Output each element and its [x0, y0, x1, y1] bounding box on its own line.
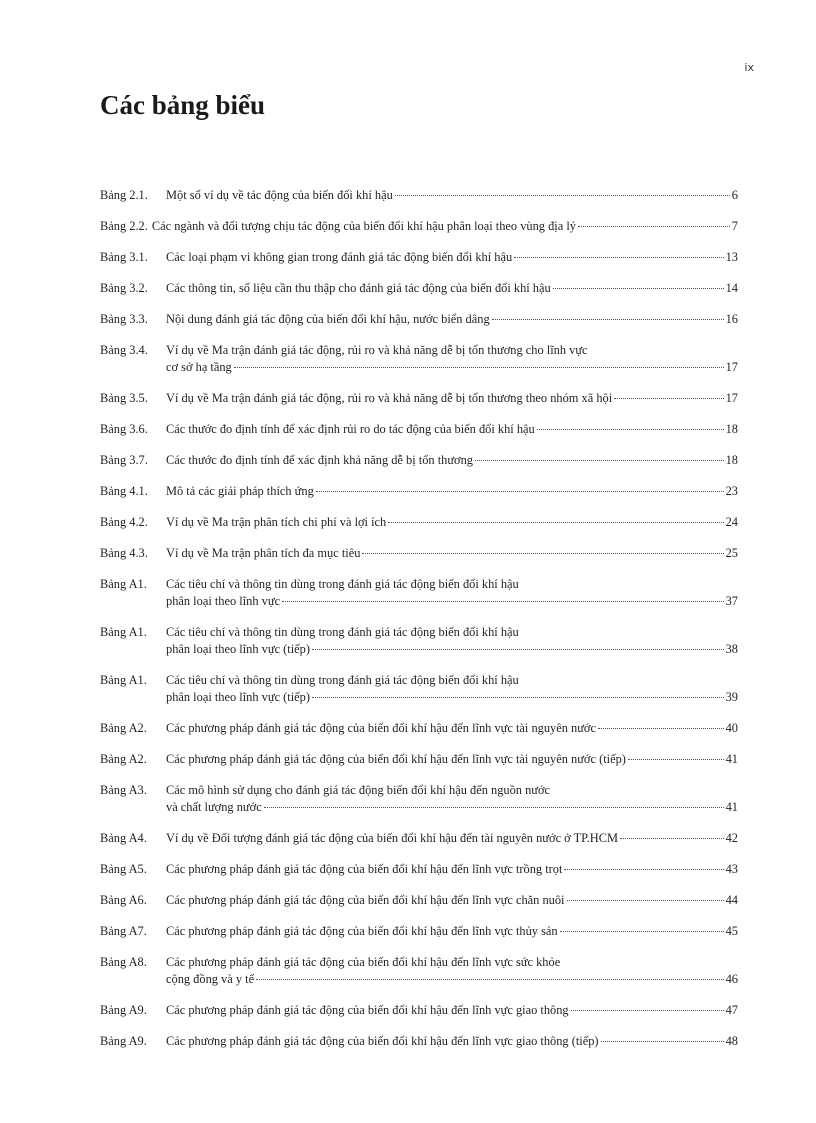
dot-leader	[475, 460, 724, 461]
toc-entry-title-line: Ví dụ về Ma trận đánh giá tác động, rủi ro và khả năng dễ bị tổn thương cho lĩnh vực	[166, 343, 588, 357]
toc-entry-body	[166, 514, 738, 531]
toc-entry-page-number: 41	[725, 800, 738, 814]
toc-entry-page-number: 25	[725, 546, 738, 560]
toc-entry[interactable]	[100, 1033, 738, 1050]
dot-leader	[492, 319, 724, 320]
toc-entry-page-number: 41	[725, 752, 738, 766]
toc-entry-page-number: 40	[725, 721, 738, 735]
toc-entry-title: Ví dụ về Ma trận đánh giá tác động, rủi ro và khả năng dễ bị tổn thương theo nhóm xã hội	[166, 391, 613, 405]
toc-entry[interactable]	[100, 782, 738, 816]
toc-entry-title: Các phương pháp đánh giá tác động của biến đổi khí hậu đến lĩnh vực giao thông	[166, 1003, 569, 1017]
toc-entry-label: Bảng 3.2.	[100, 281, 148, 295]
toc-entry-page-number: 45	[725, 924, 738, 938]
toc-entry-page-number: 39	[725, 690, 738, 704]
toc-entry-title: phân loại theo lĩnh vực (tiếp)	[166, 690, 311, 704]
toc-entry-title: Ví dụ về Ma trận phân tích chi phí và lợi ích	[166, 515, 387, 529]
toc-entry-label: Bảng A3.	[100, 783, 147, 797]
toc-entry-label: Bảng A2.	[100, 752, 147, 766]
dot-leader	[564, 869, 723, 870]
toc-entry-line	[166, 187, 738, 204]
toc-entry-line	[152, 218, 738, 235]
toc-entry-label: Bảng A4.	[100, 831, 147, 845]
toc-entry-title: Các phương pháp đánh giá tác động của biến đổi khí hậu đến lĩnh vực tài nguyên nước (tiếp)	[166, 752, 626, 766]
toc-entry-title: Các thông tin, số liệu cần thu thập cho đánh giá tác động của biến đổi khí hậu	[166, 281, 551, 295]
toc-entry[interactable]	[100, 954, 738, 988]
dot-leader	[234, 367, 724, 368]
toc-entry-body	[166, 782, 738, 816]
toc-entry-body	[166, 187, 738, 204]
toc-entry-title: phân loại theo lĩnh vực	[166, 594, 281, 608]
dot-leader	[601, 1041, 724, 1042]
toc-entry-label: Bảng 4.1.	[100, 484, 148, 498]
toc-entry[interactable]	[100, 187, 738, 204]
toc-entry-title: Một số ví dụ về tác động của biến đổi khí hậu	[166, 188, 393, 202]
toc-entry-label: Bảng 3.7.	[100, 453, 148, 467]
dot-leader	[614, 398, 723, 399]
toc-entry-label: Bảng 4.2.	[100, 515, 148, 529]
toc-entry[interactable]	[100, 545, 738, 562]
toc-entry-label: Bảng A5.	[100, 862, 147, 876]
toc-entry-page-number: 38	[725, 642, 738, 656]
toc-entry-title: Các phương pháp đánh giá tác động của biến đổi khí hậu đến lĩnh vực chăn nuôi	[166, 893, 565, 907]
toc-entry[interactable]	[100, 311, 738, 328]
toc-entry-label: Bảng A7.	[100, 924, 147, 938]
toc-entry-body	[166, 452, 738, 469]
toc-entry-title: Các thước đo định tính để xác định khả năng dễ bị tổn thương	[166, 453, 473, 467]
toc-entry-label: Bảng A9.	[100, 1034, 147, 1048]
dot-leader	[316, 491, 724, 492]
toc-entry-label: Bảng 3.3.	[100, 312, 148, 326]
toc-entry-page-number: 14	[725, 281, 738, 295]
toc-entry-title-line: Các tiêu chí và thông tin dùng trong đánh giá tác động biến đổi khí hậu	[166, 673, 519, 687]
toc-entry-label: Bảng A6.	[100, 893, 147, 907]
toc-entry-line	[166, 641, 738, 658]
toc-entry-page-number: 17	[725, 391, 738, 405]
dot-leader	[264, 807, 724, 808]
toc-entry-line	[166, 593, 738, 610]
toc-entry-title: Ví dụ về Đối tượng đánh giá tác động của biến đổi khí hậu đến tài nguyên nước ở TP.HCM	[166, 831, 619, 845]
toc-entry-line	[166, 892, 738, 909]
dot-leader	[620, 838, 724, 839]
toc-entry-label: Bảng A8.	[100, 955, 147, 969]
toc-entry-title: Các thước đo định tính để xác định rủi ro do tác động của biến đổi khí hậu	[166, 422, 535, 436]
toc-entry-body	[166, 954, 738, 988]
toc-entry-body	[166, 624, 738, 658]
toc-entry-body	[152, 218, 738, 235]
dot-leader	[560, 931, 724, 932]
toc-entry-line	[166, 545, 738, 562]
toc-entry-line	[166, 390, 738, 407]
toc-entry-title: Các ngành và đối tượng chịu tác động của biến đổi khí hậu phân loại theo vùng địa lý	[151, 219, 576, 233]
toc-entry-line	[166, 1033, 738, 1050]
toc-entry-title-line: Các tiêu chí và thông tin dùng trong đánh giá tác động biến đổi khí hậu	[166, 625, 519, 639]
dot-leader	[567, 900, 724, 901]
toc-entry-page-number: 42	[725, 831, 738, 845]
toc-entry-page-number: 7	[731, 219, 738, 233]
dot-leader	[362, 553, 723, 554]
toc-entry[interactable]	[100, 421, 738, 438]
toc-entry-body	[166, 861, 738, 878]
toc-entry-line	[166, 799, 738, 816]
toc-entry-body	[166, 672, 738, 706]
toc-entry-line	[166, 421, 738, 438]
toc-entry-body	[166, 576, 738, 610]
toc-entry[interactable]	[100, 672, 738, 706]
toc-entry[interactable]	[100, 576, 738, 610]
toc-entry-page-number: 43	[725, 862, 738, 876]
toc-entry[interactable]	[100, 249, 738, 266]
toc-entry-title: Các phương pháp đánh giá tác động của biến đổi khí hậu đến lĩnh vực trồng trọt	[166, 862, 563, 876]
toc-entry-line	[166, 751, 738, 768]
dot-leader	[388, 522, 723, 523]
toc-entry-line	[166, 971, 738, 988]
toc-entry-body	[166, 720, 738, 737]
toc-entry-page-number: 47	[725, 1003, 738, 1017]
toc-entry[interactable]	[100, 720, 738, 737]
toc-entry-label: Bảng A1.	[100, 625, 147, 639]
toc-entry-line	[166, 280, 738, 297]
toc-entry-body	[166, 545, 738, 562]
toc-entry-line	[166, 1002, 738, 1019]
toc-entry-body	[166, 421, 738, 438]
toc-entry-body	[166, 923, 738, 940]
toc-entry-page-number: 23	[725, 484, 738, 498]
toc-entry-label: Bảng A2.	[100, 721, 147, 735]
toc-entry-page-number: 6	[731, 188, 738, 202]
toc-entry-body	[166, 1033, 738, 1050]
dot-leader	[537, 429, 724, 430]
toc-entry-page-number: 24	[725, 515, 738, 529]
dot-leader	[571, 1010, 724, 1011]
toc-entry[interactable]	[100, 861, 738, 878]
toc-entry-body	[166, 311, 738, 328]
toc-entry-label: Bảng A1.	[100, 577, 147, 591]
toc-entry-page-number: 44	[725, 893, 738, 907]
toc-entry-line	[166, 689, 738, 706]
dot-leader	[553, 288, 724, 289]
toc-entry[interactable]	[100, 280, 738, 297]
toc-entry-body	[166, 280, 738, 297]
toc-entry[interactable]	[100, 1002, 738, 1019]
toc-entry[interactable]	[100, 892, 738, 909]
toc-entry-body	[166, 483, 738, 500]
toc-entry-line	[166, 452, 738, 469]
toc-entry[interactable]	[100, 342, 738, 376]
toc-entry-title: Các phương pháp đánh giá tác động của biến đổi khí hậu đến lĩnh vực tài nguyên nước	[166, 721, 596, 735]
toc-entry-line	[166, 311, 738, 328]
dot-leader	[256, 979, 724, 980]
toc-entry-label: Bảng 2.1.	[100, 188, 148, 202]
dot-leader	[395, 195, 730, 196]
toc-entry-title-line: Các mô hình sử dụng cho đánh giá tác động biến đổi khí hậu đến nguồn nước	[166, 783, 551, 797]
toc-entry-title-line: Các phương pháp đánh giá tác động của biến đổi khí hậu đến lĩnh vực sức khỏe	[166, 955, 561, 969]
toc-entry-line	[166, 249, 738, 266]
toc-entry-title-line: Các tiêu chí và thông tin dùng trong đánh giá tác động biến đổi khí hậu	[166, 577, 519, 591]
toc-entry-page-number: 18	[725, 422, 738, 436]
toc-entry[interactable]	[100, 830, 738, 847]
toc-entry-title: cộng đồng và y tế	[166, 972, 255, 986]
toc-entry-label: Bảng 2.2.	[100, 219, 148, 233]
toc-entry-body	[166, 390, 738, 407]
toc-entry-page-number: 46	[725, 972, 738, 986]
dot-leader	[312, 697, 724, 698]
dot-leader	[628, 759, 724, 760]
toc-entry[interactable]	[100, 923, 738, 940]
toc-entry-body	[166, 830, 738, 847]
toc-entry-line	[166, 923, 738, 940]
toc-entry-title: Các phương pháp đánh giá tác động của biến đổi khí hậu đến lĩnh vực thủy sản	[166, 924, 558, 938]
toc-entry[interactable]	[100, 751, 738, 768]
toc-entry-line	[166, 359, 738, 376]
toc-entry-label: Bảng 3.1.	[100, 250, 148, 264]
page-title: Các bảng biểu	[100, 90, 266, 120]
toc-entry-line	[166, 720, 738, 737]
dot-leader	[312, 649, 724, 650]
toc-entry[interactable]	[100, 514, 738, 531]
toc-entry-page-number: 18	[725, 453, 738, 467]
table-list	[100, 187, 738, 1064]
toc-entry-title: và chất lượng nước	[166, 800, 262, 814]
toc-entry-label: Bảng 4.3.	[100, 546, 148, 560]
toc-entry-label: Bảng 3.5.	[100, 391, 148, 405]
toc-entry-label: Bảng 3.4.	[100, 343, 148, 357]
toc-entry-page-number: 37	[725, 594, 738, 608]
dot-leader	[282, 601, 724, 602]
toc-entry-title: phân loại theo lĩnh vực (tiếp)	[166, 642, 311, 656]
toc-entry-title: Các loại phạm vi không gian trong đánh giá tác động biến đổi khí hậu	[166, 250, 513, 264]
toc-entry-page-number: 48	[725, 1034, 738, 1048]
toc-entry-label: Bảng A9.	[100, 1003, 147, 1017]
toc-entry[interactable]	[100, 390, 738, 407]
toc-entry-line	[166, 483, 738, 500]
dot-leader	[598, 728, 724, 729]
toc-entry-page-number: 16	[725, 312, 738, 326]
toc-entry-title: cơ sở hạ tầng	[166, 360, 232, 374]
toc-entry-title: Ví dụ về Ma trận phân tích đa mục tiêu	[166, 546, 361, 560]
toc-entry[interactable]	[100, 483, 738, 500]
toc-entry-body	[166, 892, 738, 909]
toc-entry-page-number: 17	[725, 360, 738, 374]
dot-leader	[514, 257, 723, 258]
toc-entry-line	[166, 830, 738, 847]
toc-entry-body	[166, 249, 738, 266]
dot-leader	[578, 226, 730, 227]
toc-entry-label: Bảng 3.6.	[100, 422, 148, 436]
toc-entry-line	[166, 514, 738, 531]
page-number: ix	[744, 61, 754, 74]
toc-entry-body	[166, 1002, 738, 1019]
toc-entry[interactable]	[100, 452, 738, 469]
toc-entry-body	[166, 751, 738, 768]
toc-entry-title: Các phương pháp đánh giá tác động của biến đổi khí hậu đến lĩnh vực giao thông (tiếp)	[166, 1034, 599, 1048]
toc-entry-body	[166, 342, 738, 376]
toc-entry-line	[166, 861, 738, 878]
toc-entry-title: Nội dung đánh giá tác động của biến đổi khí hậu, nước biển dâng	[166, 312, 490, 326]
toc-entry[interactable]	[100, 218, 738, 235]
toc-entry[interactable]	[100, 624, 738, 658]
toc-entry-title: Mô tả các giải pháp thích ứng	[166, 484, 314, 498]
toc-entry-page-number: 13	[725, 250, 738, 264]
toc-entry-label: Bảng A1.	[100, 673, 147, 687]
